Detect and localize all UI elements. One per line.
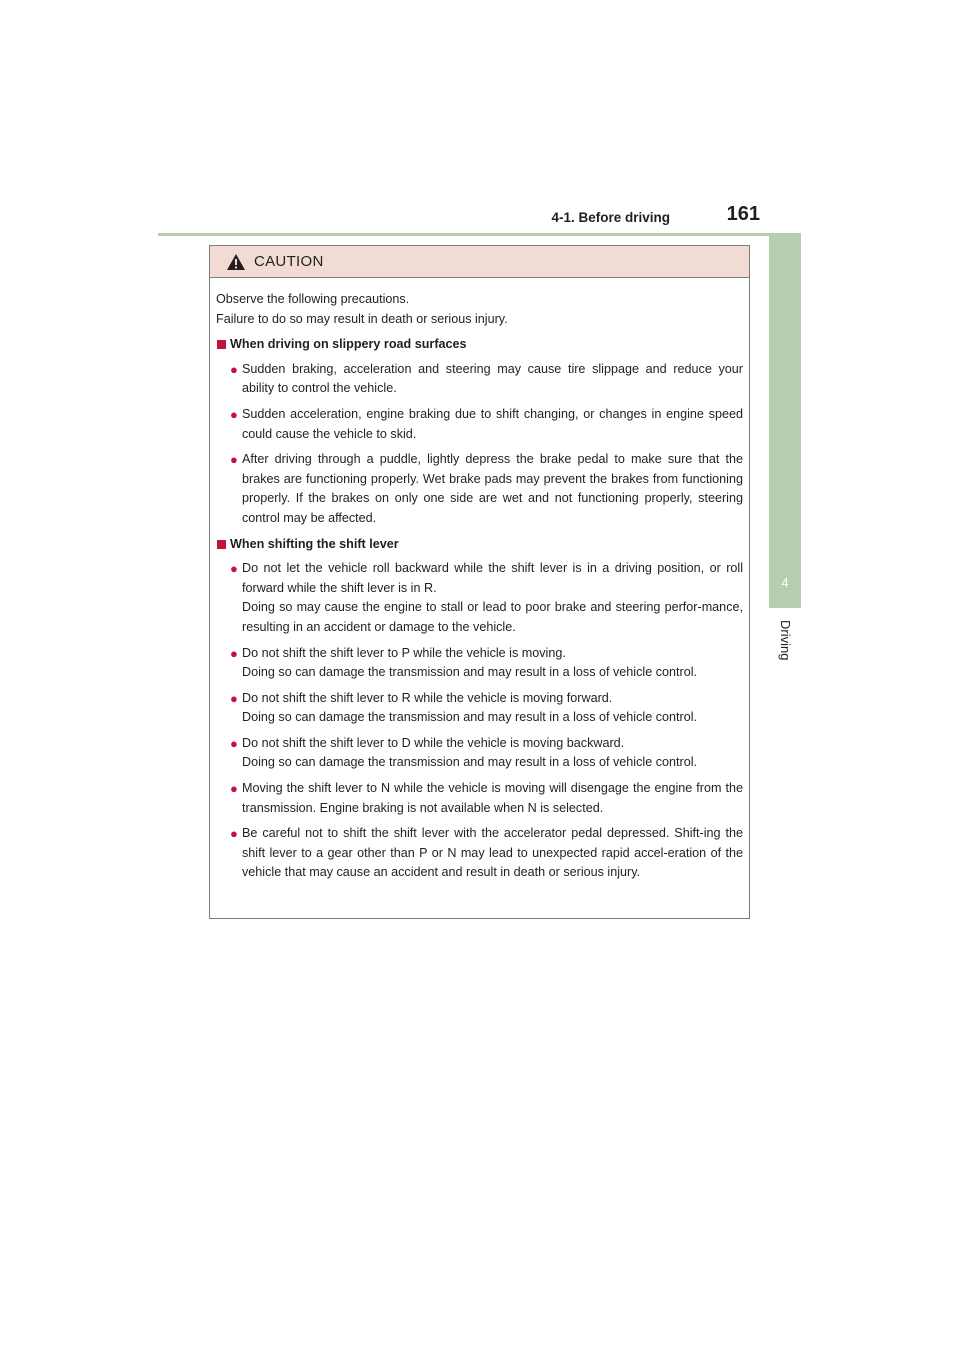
warning-triangle-icon bbox=[226, 253, 246, 271]
caution-item-paragraph: Be careful not to shift the shift lever with the accelerator pedal depressed. Shift-ing the shift lever to a gear other than P or N may lead to unexpected rapid accel-eration of the vehicle that may cause an accident and result in death or serious injury. bbox=[242, 826, 743, 880]
round-bullet-icon: ● bbox=[230, 645, 238, 661]
caution-item-paragraph: Doing so can damage the transmission and may result in a loss of vehicle control. bbox=[242, 755, 698, 770]
round-bullet-icon: ● bbox=[230, 452, 238, 468]
section-heading-text: When driving on slippery road surfaces bbox=[230, 337, 467, 352]
caution-header bbox=[210, 246, 749, 278]
caution-item-text bbox=[242, 450, 743, 528]
caution-item bbox=[216, 450, 743, 528]
round-bullet-icon: ● bbox=[230, 361, 238, 377]
caution-item-text bbox=[242, 824, 743, 883]
section-heading bbox=[216, 535, 743, 555]
intro-line: Failure to do so may result in death or serious injury. bbox=[216, 311, 508, 326]
caution-item-text bbox=[242, 559, 743, 637]
caution-item-paragraph: Do not let the vehicle roll backward while the shift lever is in a driving position, or roll forward while the shift lever is in R. bbox=[242, 561, 743, 595]
round-bullet-icon: ● bbox=[230, 826, 238, 842]
section-heading bbox=[216, 335, 743, 355]
caution-item bbox=[216, 644, 743, 683]
caution-item-text bbox=[242, 360, 743, 399]
caution-item-text bbox=[242, 405, 743, 444]
caution-item-paragraph: Doing so can damage the transmission and may result in a loss of vehicle control. bbox=[242, 710, 698, 725]
intro-line: Observe the following precautions. bbox=[216, 292, 410, 306]
caution-item-paragraph: Do not shift the shift lever to P while the vehicle is moving. bbox=[242, 645, 566, 660]
round-bullet-icon: ● bbox=[230, 781, 238, 797]
caution-item bbox=[216, 779, 743, 818]
caution-item-paragraph: Doing so may cause the engine to stall or lead to poor brake and steering perfor-mance, resulting in an accident or damage to the vehicle. bbox=[242, 600, 743, 634]
section-heading-text: When shifting the shift lever bbox=[230, 536, 399, 551]
caution-item-text bbox=[242, 779, 743, 818]
square-bullet-icon bbox=[217, 340, 226, 349]
caution-item bbox=[216, 405, 743, 444]
chapter-label: Driving bbox=[778, 620, 793, 661]
caution-item-paragraph: Moving the shift lever to N while the vehicle is moving will disengage the engine from the transmission. Engine braking is not available when N is selected. bbox=[242, 781, 743, 815]
caution-item bbox=[216, 360, 743, 399]
caution-item bbox=[216, 824, 743, 883]
chapter-side-tab bbox=[769, 236, 801, 608]
caution-item bbox=[216, 559, 743, 637]
caution-item-paragraph: Sudden acceleration, engine braking due to shift changing, or changes in engine speed could cause the vehicle to skid. bbox=[242, 406, 743, 441]
round-bullet-icon: ● bbox=[230, 406, 238, 422]
caution-item-paragraph: Do not shift the shift lever to R while the vehicle is moving forward. bbox=[242, 690, 613, 705]
caution-item-text bbox=[242, 734, 743, 773]
caution-item-paragraph: Sudden braking, acceleration and steering may cause tire slippage and reduce your ability to control the vehicle. bbox=[242, 361, 743, 396]
round-bullet-icon: ● bbox=[230, 690, 238, 706]
caution-item bbox=[216, 734, 743, 773]
caution-item-paragraph: After driving through a puddle, lightly depress the brake pedal to make sure that the brakes are functioning properly. Wet brake pads may prevent the brakes from functioning properly. If the brakes on only one side are wet and not functioning properly, steering control may be affected. bbox=[242, 452, 743, 525]
caution-item-paragraph: Doing so can damage the transmission and may result in a loss of vehicle control. bbox=[242, 665, 698, 680]
chapter-number: 4 bbox=[781, 575, 789, 590]
section-title: 4-1. Before driving bbox=[551, 210, 670, 225]
round-bullet-icon: ● bbox=[230, 561, 238, 577]
page-number: 161 bbox=[726, 203, 760, 225]
caution-intro bbox=[216, 290, 743, 329]
header-rule bbox=[158, 233, 801, 236]
caution-title: CAUTION bbox=[254, 253, 324, 270]
square-bullet-icon bbox=[217, 540, 226, 549]
caution-item-text bbox=[242, 689, 743, 728]
round-bullet-icon: ● bbox=[230, 735, 238, 751]
caution-item-paragraph: Do not shift the shift lever to D while the vehicle is moving backward. bbox=[242, 735, 625, 750]
caution-item-text bbox=[242, 644, 743, 683]
caution-box bbox=[209, 245, 750, 919]
caution-body bbox=[210, 278, 749, 883]
caution-item bbox=[216, 689, 743, 728]
